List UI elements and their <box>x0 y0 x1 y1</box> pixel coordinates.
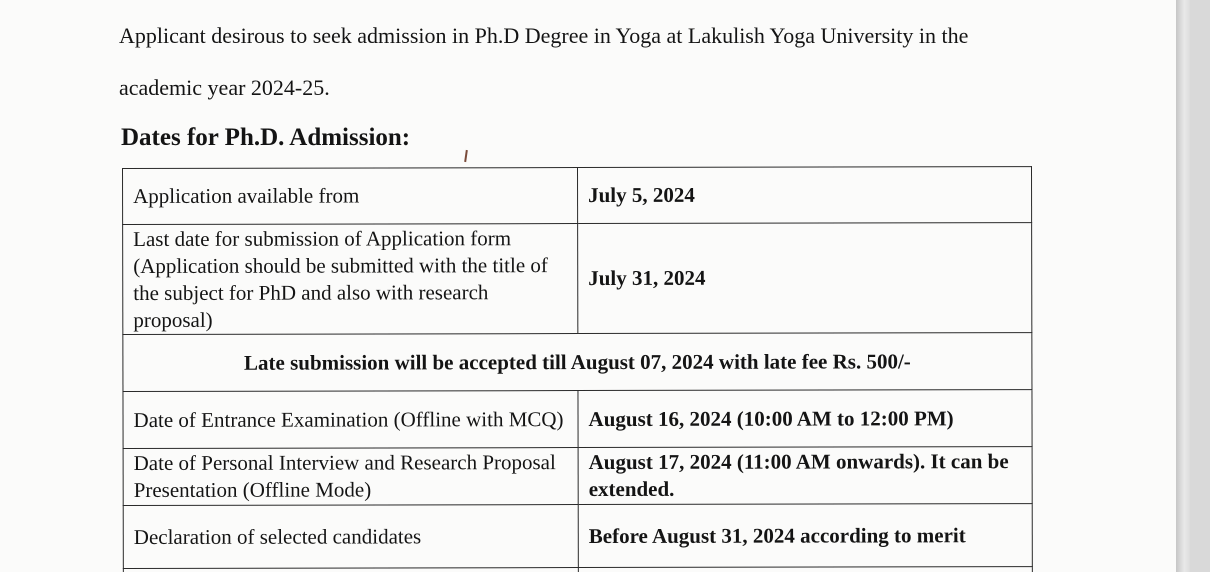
table-row <box>123 567 1032 572</box>
row-value: July 31, 2024 <box>578 223 1032 334</box>
row-label: Application available from <box>123 168 578 225</box>
table-row <box>123 167 1032 225</box>
row-value: Before August 31, 2024 according to merit <box>578 504 1032 568</box>
ink-mark <box>464 150 468 162</box>
late-submission-note: Late submission will be accepted till August 07, 2024 with late fee Rs. 500/- <box>123 333 1032 392</box>
row-value: August 17, 2024 (11:00 AM onwards). It can be extended. <box>578 447 1032 505</box>
row-label: Last date for submission of Application form (Application should be submitted with the title of the subject for PhD and also with research proposal) <box>123 224 578 335</box>
table-row <box>123 333 1032 392</box>
table-row <box>123 390 1032 449</box>
row-value: August 16, 2024 (10:00 AM to 12:00 PM) <box>578 390 1032 448</box>
table-row <box>123 504 1032 569</box>
table-row <box>123 447 1032 506</box>
row-value: July 5, 2024 <box>578 167 1032 224</box>
intro-line-1: Applicant desirous to seek admission in Ph.D Degree in Yoga at Lakulish Yoga University in the <box>119 23 969 48</box>
intro-paragraph <box>119 10 1059 114</box>
row-label <box>123 568 578 572</box>
section-heading: Dates for Ph.D. Admission: <box>121 124 411 151</box>
row-label: Date of Entrance Examination (Offline with MCQ) <box>123 391 578 449</box>
row-value <box>578 567 1032 572</box>
table-row <box>123 223 1032 335</box>
admission-dates-table <box>122 166 1033 572</box>
row-label: Date of Personal Interview and Research Proposal Presentation (Offline Mode) <box>123 448 578 506</box>
row-label: Declaration of selected candidates <box>123 505 578 569</box>
intro-line-2: academic year 2024-25. <box>119 75 330 100</box>
page-edge-shadow <box>1176 0 1190 572</box>
